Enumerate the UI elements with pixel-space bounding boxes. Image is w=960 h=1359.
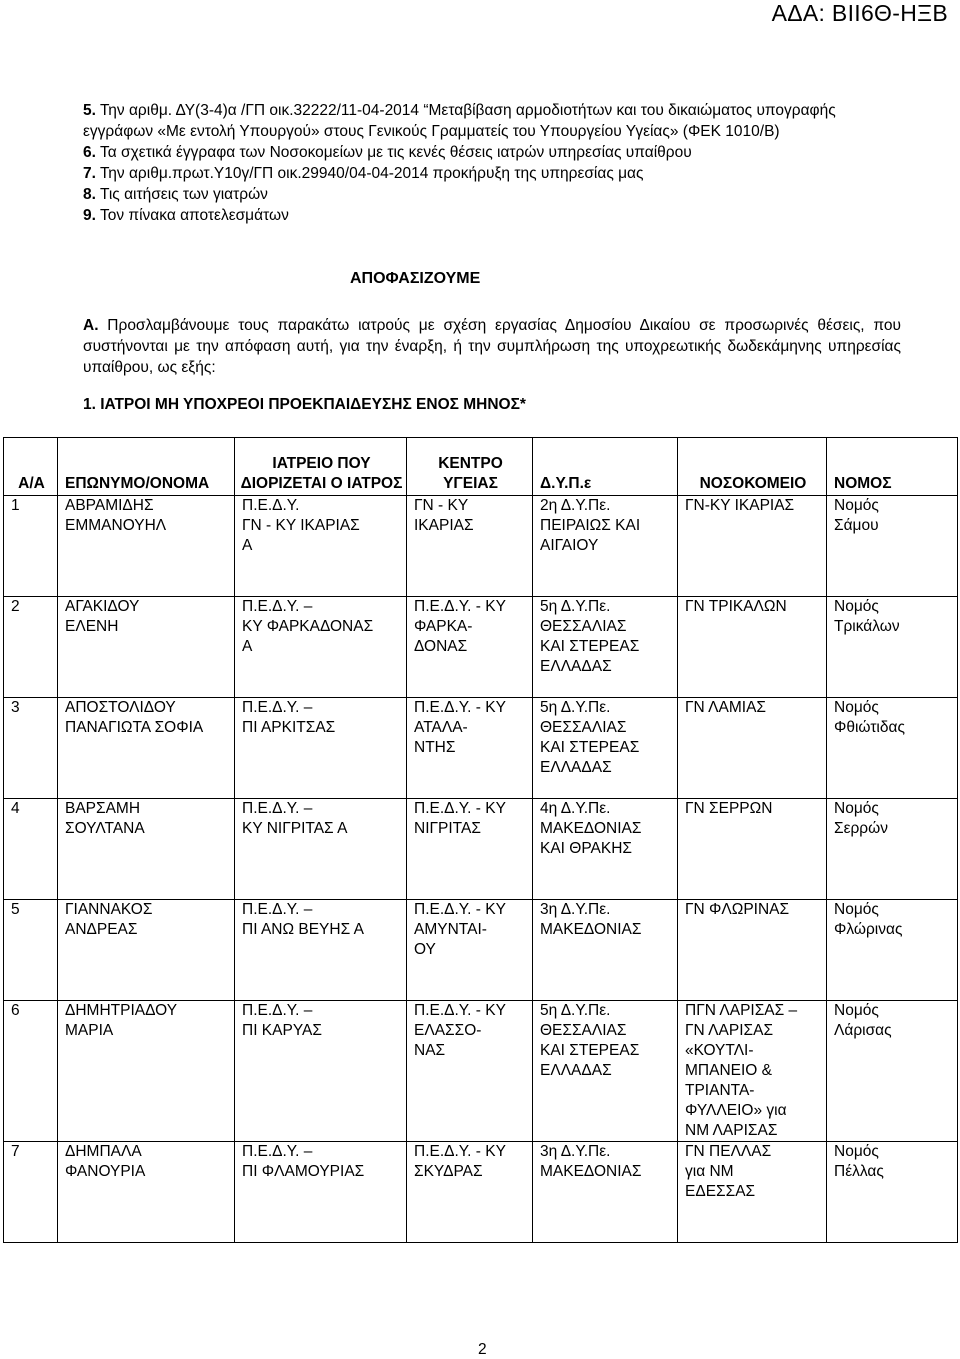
reference-list (83, 100, 903, 226)
col-header-hospital: ΝΟΣΟΚΟΜΕΙΟ (678, 438, 827, 496)
table-row (4, 597, 958, 698)
reference-item: 9. Τον πίνακα αποτελεσμάτων (83, 207, 289, 224)
cell-name: ΔΗΜΠΑΛΑ ΦΑΝΟΥΡΙΑ (58, 1142, 235, 1243)
cell-aa: 7 (4, 1142, 58, 1243)
cell-hospital: ΓΝ ΣΕΡΡΩΝ (678, 799, 827, 900)
cell-hospital: ΓΝ ΦΛΩΡΙΝΑΣ (678, 900, 827, 1001)
cell-aa: 2 (4, 597, 58, 698)
cell-health-center: Π.Ε.Δ.Υ. - ΚΥ ΣΚΥΔΡΑΣ (407, 1142, 533, 1243)
cell-aa: 5 (4, 900, 58, 1001)
table-row (4, 1001, 958, 1142)
reference-item: 5. Την αριθμ. ΔΥ(3-4)α /ΓΠ οικ.32222/11-04-2014 “Μεταβίβαση αρμοδιοτήτων και του δικαιώματος υπογραφής εγγράφων «Με εντολή Υπουργού» στους Γενικούς Γραμματείς του Υπουργείου Υγείας» (ΦΕΚ 1010/Β) (83, 102, 836, 140)
cell-prefecture: Νομός Λάρισας (827, 1001, 958, 1142)
cell-aa: 4 (4, 799, 58, 900)
cell-prefecture: Νομός Πέλλας (827, 1142, 958, 1243)
cell-dype: 3η Δ.Υ.Πε. ΜΑΚΕΔΟΝΙΑΣ (533, 900, 678, 1001)
col-header-health-center: ΚΕΝΤΡΟ ΥΓΕΙΑΣ (407, 438, 533, 496)
cell-prefecture: Νομός Φθιώτιδας (827, 698, 958, 799)
cell-health-center: Π.Ε.Δ.Υ. - ΚΥ ΕΛΑΣΣΟ- ΝΑΣ (407, 1001, 533, 1142)
cell-prefecture: Νομός Σάμου (827, 496, 958, 597)
table-row (4, 799, 958, 900)
col-header-dype: Δ.Υ.Π.ε (533, 438, 678, 496)
cell-hospital: ΓΝ ΛΑΜΙΑΣ (678, 698, 827, 799)
cell-health-center: ΓΝ - ΚΥ ΙΚΑΡΙΑΣ (407, 496, 533, 597)
table-header-row (4, 438, 958, 496)
cell-dype: 5η Δ.Υ.Πε. ΘΕΣΣΑΛΙΑΣ ΚΑΙ ΣΤΕΡΕΑΣ ΕΛΛΑΔΑΣ (533, 597, 678, 698)
table-row (4, 698, 958, 799)
table-row (4, 1142, 958, 1243)
cell-clinic: Π.Ε.Δ.Υ. – ΠΙ ΑΡΚΙΤΣΑΣ (235, 698, 407, 799)
table-row (4, 900, 958, 1001)
page-number: 2 (478, 1341, 487, 1358)
col-header-aa: Α/Α (4, 438, 58, 496)
col-header-name: ΕΠΩΝΥΜΟ/ΟΝΟΜΑ (58, 438, 235, 496)
cell-dype: 4η Δ.Υ.Πε. ΜΑΚΕΔΟΝΙΑΣ ΚΑΙ ΘΡΑΚΗΣ (533, 799, 678, 900)
reference-item: 7. Την αριθμ.πρωτ.Υ10γ/ΓΠ οικ.29940/04-04-2014 προκήρυξη της υπηρεσίας μας (83, 165, 644, 182)
table-row (4, 496, 958, 597)
paragraph-label: Α. (83, 317, 99, 334)
cell-dype: 2η Δ.Υ.Πε. ΠΕΙΡΑΙΩΣ ΚΑΙ ΑΙΓΑΙΟΥ (533, 496, 678, 597)
cell-health-center: Π.Ε.Δ.Υ. - ΚΥ ΑΜΥΝΤΑΙ- ΟΥ (407, 900, 533, 1001)
ada-code: ΑΔΑ: ΒΙΙ6Θ-ΗΞΒ (771, 0, 948, 26)
cell-aa: 6 (4, 1001, 58, 1142)
cell-name: ΑΒΡΑΜΙΔΗΣ ΕΜΜΑΝΟΥΗΛ (58, 496, 235, 597)
decision-paragraph (83, 315, 901, 378)
cell-name: ΓΙΑΝΝΑΚΟΣ ΑΝΔΡΕΑΣ (58, 900, 235, 1001)
section-title: 1. ΙΑΤΡΟΙ ΜΗ ΥΠΟΧΡΕΟΙ ΠΡΟΕΚΠΑΙΔΕΥΣΗΣ ΕΝΟΣ ΜΗΝΟΣ* (83, 396, 526, 413)
cell-hospital: ΓΝ-ΚΥ ΙΚΑΡΙΑΣ (678, 496, 827, 597)
cell-hospital: ΠΓΝ ΛΑΡΙΣΑΣ – ΓΝ ΛΑΡΙΣΑΣ «ΚΟΥΤΛΙ- ΜΠΑΝΕΙΟ & ΤΡΙΑΝΤΑ- ΦΥΛΛΕΙΟ» για ΝΜ ΛΑΡΙΣΑΣ (678, 1001, 827, 1142)
cell-clinic: Π.Ε.Δ.Υ. – ΚΥ ΝΙΓΡΙΤΑΣ Α (235, 799, 407, 900)
col-header-prefecture: ΝΟΜΟΣ (827, 438, 958, 496)
cell-clinic: Π.Ε.Δ.Υ. ΓΝ - ΚΥ ΙΚΑΡΙΑΣ Α (235, 496, 407, 597)
cell-aa: 3 (4, 698, 58, 799)
cell-health-center: Π.Ε.Δ.Υ. - ΚΥ ΑΤΑΛΑ- ΝΤΗΣ (407, 698, 533, 799)
cell-clinic: Π.Ε.Δ.Υ. – ΠΙ ΚΑΡΥΑΣ (235, 1001, 407, 1142)
doctors-table (3, 437, 958, 1243)
cell-aa: 1 (4, 496, 58, 597)
cell-dype: 5η Δ.Υ.Πε. ΘΕΣΣΑΛΙΑΣ ΚΑΙ ΣΤΕΡΕΑΣ ΕΛΛΑΔΑΣ (533, 1001, 678, 1142)
cell-clinic: Π.Ε.Δ.Υ. – ΠΙ ΑΝΩ ΒΕΥΗΣ Α (235, 900, 407, 1001)
decision-title: ΑΠΟΦΑΣΙΖΟΥΜΕ (350, 270, 481, 287)
cell-prefecture: Νομός Τρικάλων (827, 597, 958, 698)
cell-prefecture: Νομός Σερρών (827, 799, 958, 900)
cell-hospital: ΓΝ ΠΕΛΛΑΣ για ΝΜ ΕΔΕΣΣΑΣ (678, 1142, 827, 1243)
cell-name: ΑΠΟΣΤΟΛΙΔΟΥ ΠΑΝΑΓΙΩΤΑ ΣΟΦΙΑ (58, 698, 235, 799)
cell-prefecture: Νομός Φλώρινας (827, 900, 958, 1001)
cell-hospital: ΓΝ ΤΡΙΚΑΛΩΝ (678, 597, 827, 698)
cell-health-center: Π.Ε.Δ.Υ. - ΚΥ ΝΙΓΡΙΤΑΣ (407, 799, 533, 900)
paragraph-text: Προσλαμβάνουμε τους παρακάτω ιατρούς με σχέση εργασίας Δημοσίου Δικαίου σε προσωρινές θέσεις, που συστήνονται με την απόφαση αυτή, για την έναρξη, ή την συμπλήρωση της υποχρεωτικής δωδεκάμηνης υπηρεσίας υπαίθρου, ως εξής: (83, 317, 901, 376)
cell-name: ΑΓΑΚΙΔΟΥ ΕΛΕΝΗ (58, 597, 235, 698)
cell-clinic: Π.Ε.Δ.Υ. – ΚΥ ΦΑΡΚΑΔΟΝΑΣ Α (235, 597, 407, 698)
cell-name: ΒΑΡΣΑΜΗ ΣΟΥΛΤΑΝΑ (58, 799, 235, 900)
reference-item: 8. Τις αιτήσεις των γιατρών (83, 186, 268, 203)
col-header-clinic: ΙΑΤΡΕΙΟ ΠΟΥ ΔΙΟΡΙΖΕΤΑΙ Ο ΙΑΤΡΟΣ (235, 438, 407, 496)
reference-item: 6. Τα σχετικά έγγραφα των Νοσοκομείων με τις κενές θέσεις ιατρών υπηρεσίας υπαίθρου (83, 144, 692, 161)
cell-clinic: Π.Ε.Δ.Υ. – ΠΙ ΦΛΑΜΟΥΡΙΑΣ (235, 1142, 407, 1243)
cell-health-center: Π.Ε.Δ.Υ. - ΚΥ ΦΑΡΚΑ- ΔΟΝΑΣ (407, 597, 533, 698)
cell-dype: 5η Δ.Υ.Πε. ΘΕΣΣΑΛΙΑΣ ΚΑΙ ΣΤΕΡΕΑΣ ΕΛΛΑΔΑΣ (533, 698, 678, 799)
cell-dype: 3η Δ.Υ.Πε. ΜΑΚΕΔΟΝΙΑΣ (533, 1142, 678, 1243)
cell-name: ΔΗΜΗΤΡΙΑΔΟΥ ΜΑΡΙΑ (58, 1001, 235, 1142)
